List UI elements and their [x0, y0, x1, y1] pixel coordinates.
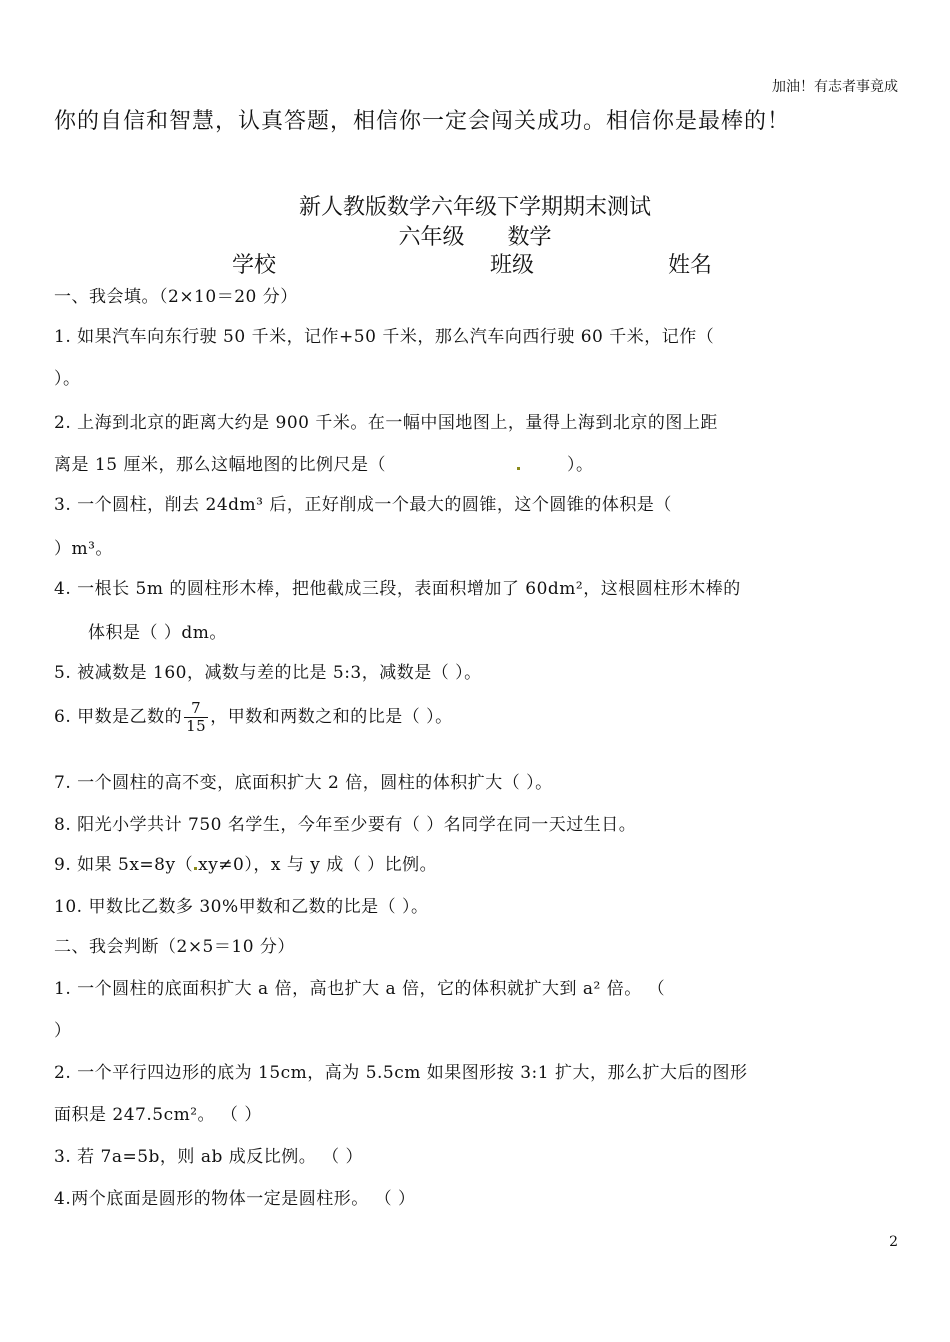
question-9 — [54, 850, 437, 875]
question-1-line2: ）。 — [54, 369, 81, 389]
fraction-numerator: 7 — [184, 700, 208, 718]
question-2-close: ）。 — [566, 455, 594, 475]
judge-question-4: 4.两个底面是圆形的物体一定是圆柱形。 （ ） — [54, 1189, 416, 1209]
grade-label: 六年级 — [398, 225, 465, 250]
question-3-line1: 3. 一个圆柱，削去 24dm³ 后，正好削成一个最大的圆锥，这个圆锥的体积是（ — [54, 495, 672, 515]
question-6 — [54, 700, 453, 735]
mark-dot — [517, 467, 520, 470]
question-10: 10. 甲数比乙数多 30%甲数和乙数的比是（ ）。 — [54, 897, 429, 917]
fraction-denominator: 15 — [186, 717, 207, 735]
header-note: 加油！有志者事竟成 — [772, 79, 898, 95]
judge-question-3: 3. 若 7a=5b，则 ab 成反比例。 （ ） — [54, 1147, 364, 1167]
question-6-text-b: ，甲数和两数之和的比是（ ）。 — [210, 707, 453, 727]
question-7: 7. 一个圆柱的高不变，底面积扩大 2 倍，圆柱的体积扩大（ ）。 — [54, 773, 553, 793]
question-4-line1: 4. 一根长 5m 的圆柱形木棒，把他截成三段，表面积增加了 60dm²，这根圆柱形木棒的 — [54, 579, 741, 599]
section1-heading: 一、我会填。（2×10＝20 分） — [54, 287, 298, 307]
subject-label: 数学 — [507, 225, 552, 250]
page-number: 2 — [889, 1234, 898, 1250]
question-2-text: 离是 15 厘米，那么这幅地图的比例尺是（ — [54, 455, 386, 475]
question-8: 8. 阳光小学共计 750 名学生，今年至少要有（ ）名同学在同一天过生日。 — [54, 815, 637, 835]
judge-question-2-line1: 2. 一个平行四边形的底为 15cm，高为 5.5cm 如果图形按 3:1 扩大，那么扩大后的图形 — [54, 1063, 748, 1083]
name-label: 姓名 — [668, 253, 713, 278]
judge-question-2-line2: 面积是 247.5cm²。 （ ） — [54, 1105, 262, 1125]
question-4-line2: 体积是（ ）dm。 — [88, 623, 227, 643]
question-2-line2 — [54, 450, 593, 475]
judge-question-1-line1: 1. 一个圆柱的底面积扩大 a 倍，高也扩大 a 倍，它的体积就扩大到 a² 倍。 （ — [54, 979, 666, 999]
judge-question-1-line2: ） — [54, 1021, 72, 1041]
mark-dot — [194, 867, 197, 870]
question-1-line1: 1. 如果汽车向东行驶 50 千米，记作+50 千米，那么汽车向西行驶 60 千米，记作（ — [54, 327, 715, 347]
fraction — [184, 700, 208, 735]
question-9-text-a: 9. 如果 5x=8y（ — [54, 855, 194, 875]
question-5: 5. 被减数是 160，减数与差的比是 5:3，减数是（ ）。 — [54, 663, 482, 683]
motto: 你的自信和智慧，认真答题，相信你一定会闯关成功。相信你是最棒的！ — [54, 109, 791, 134]
subtitle — [0, 220, 950, 251]
question-6-text-a: 6. 甲数是乙数的 — [54, 707, 183, 727]
question-3-line2: ）m³。 — [54, 539, 113, 559]
page-title: 新人教版数学六年级下学期期末测试 — [298, 195, 651, 220]
section2-heading: 二、我会判断（2×5＝10 分） — [54, 937, 295, 957]
class-label: 班级 — [490, 253, 535, 278]
question-2-line1: 2. 上海到北京的距离大约是 900 千米。在一幅中国地图上，量得上海到北京的图上距 — [54, 413, 718, 433]
school-label: 学校 — [232, 253, 277, 278]
question-9-text-b: xy≠0），x 与 y 成（ ）比例。 — [198, 855, 438, 875]
